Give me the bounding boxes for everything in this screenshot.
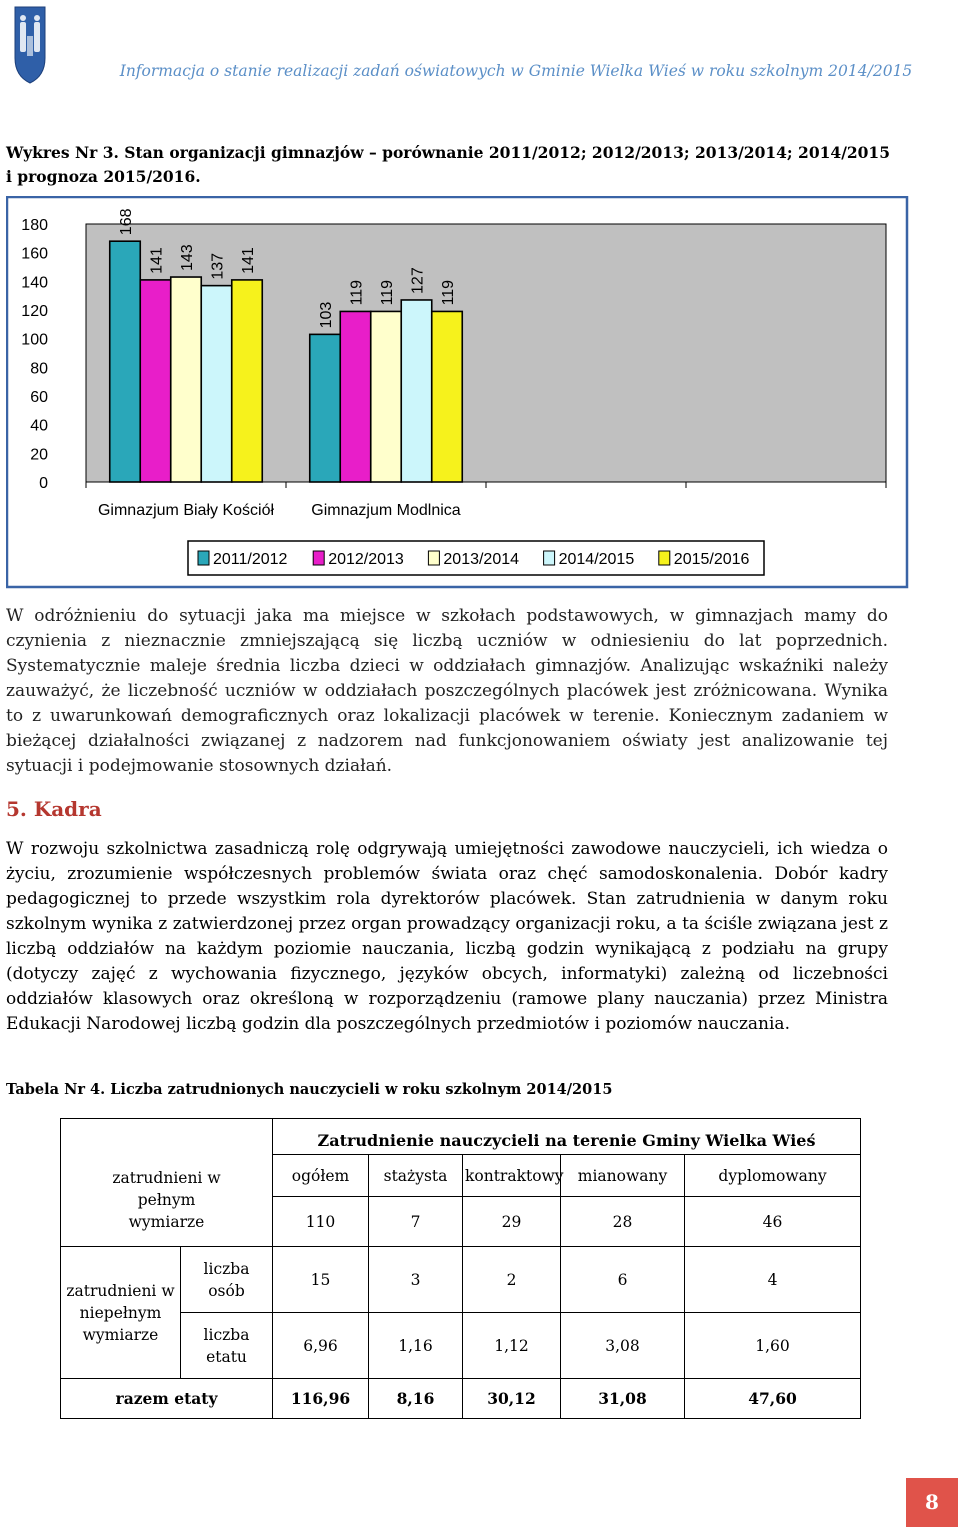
y-tick-label: 40 (30, 417, 48, 435)
bar-value-label: 143 (179, 244, 196, 272)
bar (310, 334, 341, 482)
table-title-row (61, 1119, 861, 1155)
document-header-title: Informacja o stanie realizacji zadań oświatowych w Gminie Wielka Wieś w roku szkolnym 2014/2015 (119, 62, 913, 80)
table-cell: 1,60 (685, 1313, 861, 1379)
persons-label: liczba osób (181, 1247, 273, 1313)
y-tick-label: 80 (30, 360, 48, 378)
bar-value-label: 137 (209, 252, 227, 280)
staff-table (60, 1118, 861, 1419)
legend-label: 2015/2016 (673, 551, 750, 568)
legend-swatch (544, 551, 555, 565)
header-cell: mianowany (561, 1155, 685, 1197)
y-tick-label: 180 (21, 217, 48, 234)
total-label: razem etaty (61, 1379, 273, 1419)
bar (110, 241, 141, 482)
table-cell: 30,12 (463, 1379, 561, 1419)
table-cell: 2 (463, 1247, 561, 1313)
figure-caption (6, 141, 890, 189)
table-cell: 3,08 (561, 1313, 685, 1379)
full-time-label: zatrudnieni w pełnym wymiarze (61, 1155, 273, 1247)
table-cell: 47,60 (685, 1379, 861, 1419)
header-cell: stażysta (369, 1155, 463, 1197)
bar (401, 300, 432, 482)
table-row-total (61, 1379, 861, 1419)
table-header-row (61, 1155, 861, 1197)
table-cell: 1,16 (369, 1313, 463, 1379)
bar-value-label: 127 (409, 267, 427, 294)
figure-caption-line-2: i prognoza 2015/2016. (6, 167, 201, 186)
page-number: 8 (906, 1478, 958, 1527)
table-cell: 1,12 (463, 1313, 561, 1379)
table-cell: 28 (561, 1197, 685, 1247)
figure-caption-line-1: Wykres Nr 3. Stan organizacji gimnazjów – porównanie 2011/2012; 2012/2013; 2013/2014; 2014/2015 (6, 143, 890, 162)
legend-label: 2013/2014 (443, 551, 520, 568)
bar (432, 311, 463, 482)
table-cell: 6,96 (273, 1313, 369, 1379)
part-time-label: zatrudnieni w niepełnym wymiarze (61, 1247, 181, 1379)
header-cell: dyplomowany (685, 1155, 861, 1197)
section-heading-kadra: 5. Kadra (6, 797, 102, 821)
paragraph-kadra: W rozwoju szkolnictwa zasadniczą rolę odgrywają umiejętności zawodowe nauczycieli, ich wiedza o życiu, zrozumienie współczesnych problemów świata oraz chęć samodoskonalenia. Dobór kadry pedagogicznej to przede wszystkim rola dyrektorów placówek. Stan zatrudnienia w danym roku szkolnym wynika z zatwierdzonej przez organ prowadzący organizacji roku, a ta ściśle związana jest z liczbą oddziałów na każdym poziomie nauczania, liczbą godzin wynikającą z podziału na grupy (dotyczy zajęć z wychowania fizycznego, języków obcych, informatyki) zależną od liczebności oddziałów klasowych oraz określoną w rozporządzeniu (ramowe plany nauczania) przez Ministra Edukacji Narodowej liczbą godzin dla poszczególnych przedmiotów i poziomów nauczania. (6, 839, 888, 1034)
header-cell: ogółem (273, 1155, 369, 1197)
legend-swatch (428, 551, 439, 565)
bar (171, 277, 202, 482)
legend-swatch (659, 551, 670, 565)
bar (201, 286, 232, 482)
table-cell: 46 (685, 1197, 861, 1247)
y-tick-label: 100 (21, 331, 48, 349)
legend-label: 2012/2013 (328, 551, 404, 568)
bar-value-label: 103 (318, 301, 335, 329)
etat-label: liczba etatu (181, 1313, 273, 1379)
table-cell: 29 (463, 1197, 561, 1247)
bar (140, 280, 171, 482)
bar (371, 311, 402, 482)
bar-value-label: 168 (118, 208, 135, 236)
table-title: Zatrudnienie nauczycieli na terenie Gminy Wielka Wieś (273, 1119, 861, 1155)
legend-swatch (198, 551, 209, 565)
table-cell: 110 (273, 1197, 369, 1247)
legend-label: 2011/2012 (213, 551, 288, 568)
table-cell: 3 (369, 1247, 463, 1313)
y-tick-label: 0 (39, 475, 48, 492)
y-tick-label: 140 (21, 274, 48, 292)
table-cell: 31,08 (561, 1379, 685, 1419)
bar-value-label: 119 (379, 279, 396, 306)
header-cell: kontraktowy (463, 1155, 561, 1197)
table-row-etat (61, 1313, 861, 1379)
y-tick-label: 160 (21, 245, 48, 263)
legend-swatch (313, 551, 324, 565)
bar-value-label: 119 (348, 279, 366, 306)
table-cell: 6 (561, 1247, 685, 1313)
y-tick-label: 20 (30, 446, 48, 464)
legend-label: 2014/2015 (558, 551, 635, 568)
table-cell: 8,16 (369, 1379, 463, 1419)
bar (340, 311, 371, 482)
bar-chart (6, 196, 910, 590)
y-tick-label: 120 (21, 303, 48, 320)
bar (232, 280, 263, 482)
bar-value-label: 119 (440, 279, 457, 306)
paragraph-gimnazja: W odróżnieniu do sytuacji jaka ma miejsce w szkołach podstawowych, w gimnazjach mamy do czynienia z nieznacznie zmniejszającą się liczbą uczniów w odniesieniu do lat poprzednich. Systematycznie maleje średnia liczba dzieci w oddziałach gimnazjów. Analizując wskaźniki należy zauważyć, że liczebność uczniów w oddziałach poszczególnych placówek jest zróżnicowana. Wynika to z uwarunkowań demograficznych oraz lokalizacji placówek w terenie. Koniecznym zadaniem w bieżącej działalności związanej z nadzorem nad funkcjonowaniem oświaty jest analizowanie tej sytuacji i podejmowanie stosownych działań. (6, 606, 888, 776)
x-category-label: Gimnazjum Biały Kościół (97, 502, 275, 519)
crest-icon (14, 6, 46, 84)
table-cell: 15 (273, 1247, 369, 1313)
bar-value-label: 141 (240, 247, 257, 274)
y-tick-label: 60 (30, 389, 48, 406)
table-caption: Tabela Nr 4. Liczba zatrudnionych nauczycieli w roku szkolnym 2014/2015 (6, 1081, 613, 1098)
table-cell: 7 (369, 1197, 463, 1247)
table-cell: 4 (685, 1247, 861, 1313)
table-cell: 116,96 (273, 1379, 369, 1419)
x-category-label: Gimnazjum Modlnica (311, 502, 461, 519)
table-row-persons (61, 1247, 861, 1313)
bar-value-label: 141 (148, 247, 166, 274)
